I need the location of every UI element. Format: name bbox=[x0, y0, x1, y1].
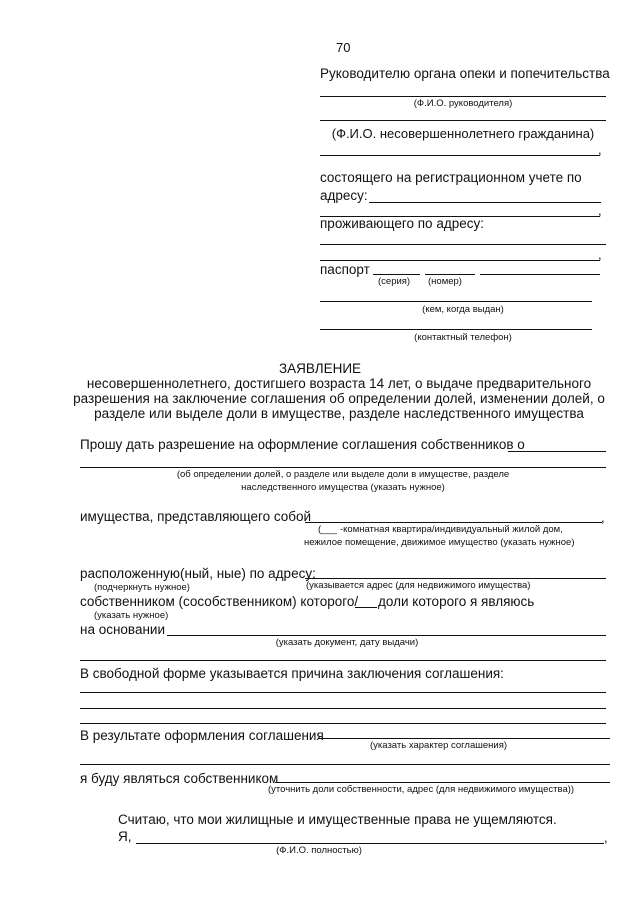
result-line-2[interactable] bbox=[80, 764, 610, 765]
title-line3: разделе или выделе доли в имуществе, разделе наследственного имущества bbox=[94, 406, 584, 421]
issued-line[interactable] bbox=[320, 301, 592, 302]
full-name-line[interactable] bbox=[136, 843, 604, 844]
header-line-2 bbox=[320, 120, 606, 121]
basis-text: на основании bbox=[80, 622, 166, 637]
request-line-2[interactable] bbox=[80, 467, 606, 468]
property-hint1-blank: (___ bbox=[318, 524, 338, 535]
head-name-line[interactable] bbox=[320, 96, 606, 97]
owner-text-a: собственником (сособственником) которого/ bbox=[80, 594, 359, 609]
title-line2: разрешения на заключение соглашения об определении долей, изменении долей, о bbox=[73, 391, 605, 406]
located-text: расположенную(ный, ные) по адресу: bbox=[80, 566, 316, 581]
passport-series-line[interactable] bbox=[373, 274, 420, 275]
owner-text-b: доли которого я являюсь bbox=[378, 594, 535, 609]
consider-text: Считаю, что мои жилищные и имущественные права не ущемляются. bbox=[118, 812, 557, 827]
comma: , bbox=[601, 510, 605, 525]
request-text: Прошу дать разрешение на оформление соглашения собственников о bbox=[80, 437, 525, 452]
request-hint1: (об определении долей, о разделе или выделе доли в имуществе, разделе bbox=[176, 469, 510, 480]
title-line1: несовершеннолетнего, достигшего возраста 14 лет, о выдаче предварительного bbox=[86, 376, 592, 391]
request-line[interactable] bbox=[508, 451, 606, 452]
basis-hint: (указать документ, дату выдачи) bbox=[275, 637, 419, 648]
property-hint2: нежилое помещение, движимое имущество (указать нужное) bbox=[304, 537, 575, 548]
underline-hint: (подчеркнуть нужное) bbox=[94, 582, 190, 593]
residing-line-2[interactable] bbox=[320, 260, 600, 261]
owner-text: я буду являться собственником bbox=[80, 771, 279, 786]
free-form-line-1[interactable] bbox=[80, 692, 606, 693]
property-line[interactable] bbox=[305, 522, 602, 523]
addressee: Руководителю органа опеки и попечительства bbox=[320, 66, 610, 81]
registered-line2: адресу: bbox=[320, 188, 368, 203]
document-heading: ЗАЯВЛЕНИЕ bbox=[278, 361, 362, 376]
fio-hint: (Ф.И.О. полностью) bbox=[276, 845, 362, 856]
i-label: Я, bbox=[118, 829, 132, 844]
residing-line-1[interactable] bbox=[320, 244, 606, 245]
minor-name-hint: (Ф.И.О. несовершеннолетнего гражданина) bbox=[331, 126, 595, 141]
comma: , bbox=[598, 203, 602, 218]
result-hint: (указать характер соглашения) bbox=[370, 740, 508, 751]
basis-line-2[interactable] bbox=[80, 660, 606, 661]
result-line[interactable] bbox=[318, 738, 610, 739]
head-name-hint: (Ф.И.О. руководителя) bbox=[413, 98, 513, 109]
share-line[interactable] bbox=[355, 607, 377, 608]
issued-hint: (кем, когда выдан) bbox=[422, 304, 504, 315]
passport-number-line[interactable] bbox=[425, 274, 475, 275]
owner-hint: (уточнить доли собственности, адрес (для недвижимого имущества)) bbox=[268, 784, 575, 795]
residing-label: проживающего по адресу: bbox=[320, 216, 484, 231]
basis-line[interactable] bbox=[167, 635, 606, 636]
result-text: В результате оформления соглашения bbox=[80, 728, 324, 743]
property-text: имущества, представляющего собой bbox=[80, 509, 312, 524]
free-form-line-2[interactable] bbox=[80, 708, 606, 709]
address-hint: (указывается адрес (для недвижимого имущества) bbox=[306, 580, 531, 591]
request-hint2: наследственного имущества (указать нужное) bbox=[241, 482, 445, 493]
series-hint: (серия) bbox=[378, 276, 411, 287]
passport-label: паспорт bbox=[320, 262, 370, 277]
comma: , bbox=[598, 142, 602, 157]
owner-line[interactable] bbox=[275, 782, 610, 783]
comma: , bbox=[604, 830, 608, 845]
number-hint: (номер) bbox=[428, 276, 462, 287]
page-number: 70 bbox=[336, 40, 351, 55]
specify-hint: (указать нужное) bbox=[94, 610, 169, 621]
registered-line1: состоящего на регистрационном учете по bbox=[320, 170, 582, 185]
minor-name-line[interactable] bbox=[320, 155, 600, 156]
property-hint1: -комнатная квартира/индивидуальный жилой дом, bbox=[340, 524, 563, 535]
free-form-line-3[interactable] bbox=[80, 723, 606, 724]
comma: , bbox=[598, 247, 602, 262]
phone-line[interactable] bbox=[320, 329, 592, 330]
registered-address-line[interactable] bbox=[369, 202, 601, 203]
free-form-text: В свободной форме указывается причина заключения соглашения: bbox=[80, 666, 504, 681]
passport-extra-line[interactable] bbox=[480, 274, 600, 275]
phone-hint: (контактный телефон) bbox=[414, 332, 512, 343]
located-line[interactable] bbox=[305, 578, 606, 579]
